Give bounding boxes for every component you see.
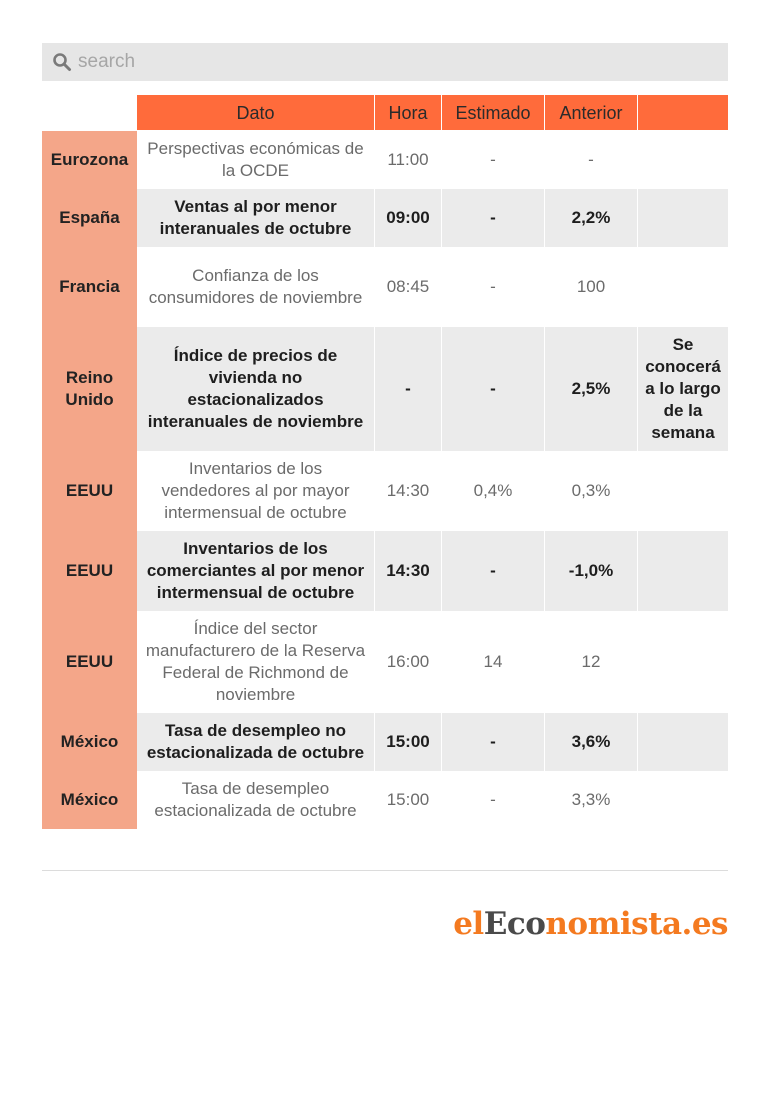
header-dato: Dato xyxy=(137,95,374,131)
extra-cell: Se conocerá a lo largo de la semana xyxy=(637,327,728,451)
extra-cell xyxy=(637,189,728,247)
logo-part-nomista: nomista.es xyxy=(545,906,728,942)
extra-cell xyxy=(637,131,728,189)
header-hora: Hora xyxy=(374,95,441,131)
extra-cell xyxy=(637,247,728,327)
economic-calendar-table xyxy=(42,95,728,829)
header-empty xyxy=(42,95,137,131)
estimado-cell: - xyxy=(441,189,544,247)
dato-cell: Perspectivas económicas de la OCDE xyxy=(137,131,374,189)
anterior-cell: 100 xyxy=(544,247,637,327)
country-cell: EEUU xyxy=(42,451,137,531)
extra-cell xyxy=(637,451,728,531)
logo-part-el: el xyxy=(453,906,484,942)
dato-cell: Inventarios de los vendedores al por mayor intermensual de octubre xyxy=(137,451,374,531)
dato-cell: Confianza de los consumidores de noviembre xyxy=(137,247,374,327)
anterior-cell: 0,3% xyxy=(544,451,637,531)
estimado-cell: 14 xyxy=(441,611,544,713)
header-estimado: Estimado xyxy=(441,95,544,131)
country-cell: EEUU xyxy=(42,531,137,611)
eleconomista-logo[interactable] xyxy=(453,906,728,942)
dato-cell: Tasa de desempleo estacionalizada de octubre xyxy=(137,771,374,829)
country-cell: EEUU xyxy=(42,611,137,713)
estimado-cell: - xyxy=(441,531,544,611)
search-icon xyxy=(52,52,72,72)
extra-cell xyxy=(637,771,728,829)
hora-cell: 09:00 xyxy=(374,189,441,247)
hora-cell: 16:00 xyxy=(374,611,441,713)
hora-cell: 15:00 xyxy=(374,713,441,771)
estimado-cell: - xyxy=(441,771,544,829)
estimado-cell: - xyxy=(441,713,544,771)
anterior-cell: 3,3% xyxy=(544,771,637,829)
extra-cell xyxy=(637,713,728,771)
estimado-cell: - xyxy=(441,131,544,189)
country-cell: España xyxy=(42,189,137,247)
anterior-cell: 2,2% xyxy=(544,189,637,247)
estimado-cell: 0,4% xyxy=(441,451,544,531)
anterior-cell: -1,0% xyxy=(544,531,637,611)
header-anterior: Anterior xyxy=(544,95,637,131)
logo-part-eco: Eco xyxy=(483,906,546,942)
hora-cell: - xyxy=(374,327,441,451)
country-cell: México xyxy=(42,713,137,771)
anterior-cell: - xyxy=(544,131,637,189)
estimado-cell: - xyxy=(441,327,544,451)
search-bar[interactable] xyxy=(42,43,728,81)
dato-cell: Inventarios de los comerciantes al por menor intermensual de octubre xyxy=(137,531,374,611)
header-extra xyxy=(637,95,728,131)
hora-cell: 14:30 xyxy=(374,451,441,531)
country-cell: Francia xyxy=(42,247,137,327)
hora-cell: 15:00 xyxy=(374,771,441,829)
footer-divider xyxy=(42,870,728,871)
dato-cell: Índice del sector manufacturero de la Reserva Federal de Richmond de noviembre xyxy=(137,611,374,713)
dato-cell: Índice de precios de vivienda no estacionalizados interanuales de noviembre xyxy=(137,327,374,451)
search-input[interactable] xyxy=(78,51,678,73)
hora-cell: 14:30 xyxy=(374,531,441,611)
extra-cell xyxy=(637,611,728,713)
country-cell: Eurozona xyxy=(42,131,137,189)
hora-cell: 11:00 xyxy=(374,131,441,189)
anterior-cell: 12 xyxy=(544,611,637,713)
hora-cell: 08:45 xyxy=(374,247,441,327)
country-cell: Reino Unido xyxy=(42,327,137,451)
dato-cell: Tasa de desempleo no estacionalizada de octubre xyxy=(137,713,374,771)
country-cell: México xyxy=(42,771,137,829)
anterior-cell: 3,6% xyxy=(544,713,637,771)
extra-cell xyxy=(637,531,728,611)
dato-cell: Ventas al por menor interanuales de octubre xyxy=(137,189,374,247)
estimado-cell: - xyxy=(441,247,544,327)
anterior-cell: 2,5% xyxy=(544,327,637,451)
